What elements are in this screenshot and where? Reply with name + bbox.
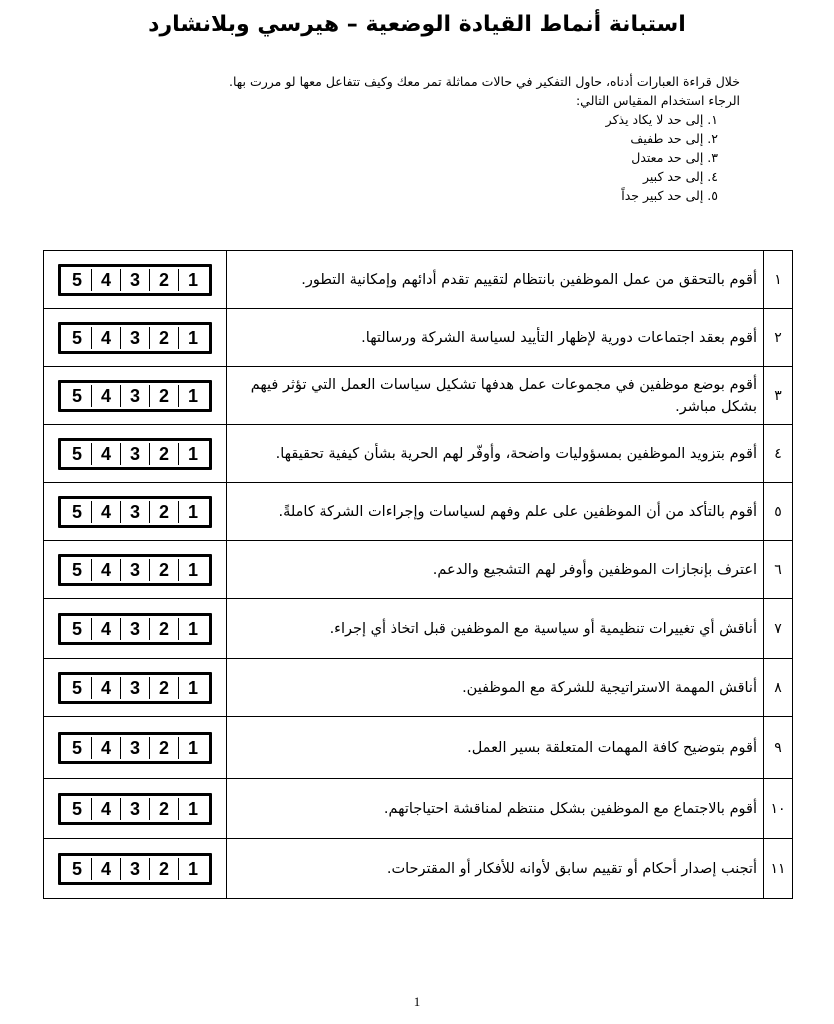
rating-option[interactable]: 2 [150,385,179,407]
rating-scale [58,380,212,412]
question-row [44,309,793,367]
question-row [44,717,793,779]
question-number: ٣ [764,367,793,425]
rating-option[interactable]: 4 [92,737,121,759]
question-text: أقوم بتزويد الموظفين بمسؤوليات واضحة، وأوفّر لهم الحرية بشأن كيفية تحقيقها. [227,425,764,483]
rating-scale [58,496,212,528]
question-row [44,541,793,599]
question-number: ١٠ [764,779,793,839]
question-number: ٥ [764,483,793,541]
question-text: أقوم بالتحقق من عمل الموظفين بانتظام لتقييم تقدم أدائهم وإمكانية التطور. [227,251,764,309]
question-text: أقوم بالاجتماع مع الموظفين بشكل منتظم لمناقشة احتياجاتهم. [227,779,764,839]
rating-cell [44,425,227,483]
rating-scale [58,264,212,296]
rating-option[interactable]: 3 [121,501,150,523]
rating-option[interactable]: 2 [150,559,179,581]
rating-scale [58,672,212,704]
rating-option[interactable]: 4 [92,501,121,523]
rating-option[interactable]: 5 [63,858,92,880]
rating-scale [58,732,212,764]
question-row [44,599,793,659]
question-number: ٨ [764,659,793,717]
page-number: 1 [413,994,421,1009]
rating-option[interactable]: 2 [150,798,179,820]
question-number: ١ [764,251,793,309]
instructions-scale-heading: الرجاء استخدام المقياس التالي: [575,93,740,108]
scale-legend-item: ٥. إلى حد كبير جداً [621,188,718,203]
rating-cell [44,717,227,779]
rating-scale [58,613,212,645]
rating-option[interactable]: 3 [121,618,150,640]
rating-option[interactable]: 5 [63,737,92,759]
rating-scale [58,554,212,586]
rating-option[interactable]: 1 [187,501,198,522]
rating-cell [44,309,227,367]
instructions [140,72,740,205]
rating-option[interactable]: 3 [121,858,150,880]
rating-option[interactable]: 1 [187,269,198,290]
rating-option[interactable]: 5 [63,327,92,349]
rating-option[interactable]: 4 [92,443,121,465]
rating-option[interactable]: 1 [187,737,198,758]
scale-legend-item: ٢. إلى حد طفيف [630,131,718,146]
rating-option[interactable]: 1 [187,443,198,464]
rating-option[interactable]: 3 [121,798,150,820]
rating-option[interactable]: 2 [150,677,179,699]
rating-option[interactable]: 4 [92,677,121,699]
rating-option[interactable]: 2 [150,269,179,291]
rating-option[interactable]: 5 [63,618,92,640]
rating-cell [44,659,227,717]
rating-option[interactable]: 2 [150,858,179,880]
question-text: أناقش المهمة الاستراتيجية للشركة مع الموظفين. [227,659,764,717]
rating-option[interactable]: 5 [63,443,92,465]
rating-option[interactable]: 1 [187,798,198,819]
rating-option[interactable]: 5 [63,269,92,291]
rating-option[interactable]: 1 [187,677,198,698]
rating-option[interactable]: 5 [63,385,92,407]
rating-option[interactable]: 3 [121,269,150,291]
rating-scale [58,793,212,825]
rating-option[interactable]: 5 [63,501,92,523]
question-row [44,839,793,899]
questionnaire-table [43,250,793,899]
rating-option[interactable]: 5 [63,559,92,581]
rating-option[interactable]: 3 [121,327,150,349]
rating-option[interactable]: 3 [121,443,150,465]
scale-legend-item: ٤. إلى حد كبير [643,169,718,184]
rating-option[interactable]: 2 [150,618,179,640]
rating-option[interactable]: 1 [187,858,198,879]
rating-option[interactable]: 3 [121,559,150,581]
rating-option[interactable]: 3 [121,677,150,699]
question-text: أقوم بتوضيح كافة المهمات المتعلقة بسير العمل. [227,717,764,779]
rating-option[interactable]: 4 [92,269,121,291]
rating-option[interactable]: 4 [92,327,121,349]
rating-option[interactable]: 3 [121,385,150,407]
rating-cell [44,251,227,309]
question-number: ٤ [764,425,793,483]
rating-option[interactable]: 5 [63,798,92,820]
rating-cell [44,779,227,839]
question-number: ٦ [764,541,793,599]
rating-option[interactable]: 2 [150,443,179,465]
question-text: أقوم بعقد اجتماعات دورية لإظهار التأييد لسياسة الشركة ورسالتها. [227,309,764,367]
question-row [44,483,793,541]
rating-option[interactable]: 2 [150,737,179,759]
question-text: أتجنب إصدار أحكام أو تقييم سابق لأوانه للأفكار أو المقترحات. [227,839,764,899]
question-number: ٩ [764,717,793,779]
rating-option[interactable]: 1 [187,327,198,348]
scale-legend-item: ١. إلى حد لا يكاد يذكر [605,112,718,127]
rating-scale [58,322,212,354]
question-text: أقوم بالتأكد من أن الموظفين على علم وفهم لسياسات وإجراءات الشركة كاملةً. [227,483,764,541]
question-row [44,367,793,425]
rating-option[interactable]: 3 [121,737,150,759]
rating-option[interactable]: 4 [92,385,121,407]
rating-option[interactable]: 4 [92,858,121,880]
rating-option[interactable]: 2 [150,501,179,523]
rating-option[interactable]: 1 [187,559,198,580]
rating-cell [44,839,227,899]
rating-cell [44,367,227,425]
scale-legend-item: ٣. إلى حد معتدل [631,150,718,165]
page-title: استبانة أنماط القيادة الوضعية – هيرسي وبلانشارد [148,12,686,37]
rating-cell [44,599,227,659]
question-text: أقوم بوضع موظفين في مجموعات عمل هدفها تشكيل سياسات العمل التي تؤثر فيهم بشكل مباشر. [227,367,764,425]
scale-legend [140,110,740,205]
rating-option[interactable]: 4 [92,559,121,581]
rating-option[interactable]: 5 [63,677,92,699]
rating-scale [58,853,212,885]
question-row [44,425,793,483]
rating-cell [44,483,227,541]
instructions-line: خلال قراءة العبارات أدناه، حاول التفكير في حالات مماثلة تمر معك وكيف تتفاعل معها لو مررت بها. [228,74,740,89]
question-row [44,659,793,717]
question-number: ٧ [764,599,793,659]
question-number: ٢ [764,309,793,367]
rating-option[interactable]: 2 [150,327,179,349]
question-number: ١١ [764,839,793,899]
question-text: أناقش أي تغييرات تنظيمية أو سياسية مع الموظفين قبل اتخاذ أي إجراء. [227,599,764,659]
question-text: اعترف بإنجازات الموظفين وأوفر لهم التشجيع والدعم. [227,541,764,599]
rating-option[interactable]: 4 [92,618,121,640]
question-row [44,779,793,839]
rating-option[interactable]: 1 [187,618,198,639]
rating-scale [58,438,212,470]
rating-option[interactable]: 4 [92,798,121,820]
question-row [44,251,793,309]
rating-cell [44,541,227,599]
rating-option[interactable]: 1 [187,385,198,406]
